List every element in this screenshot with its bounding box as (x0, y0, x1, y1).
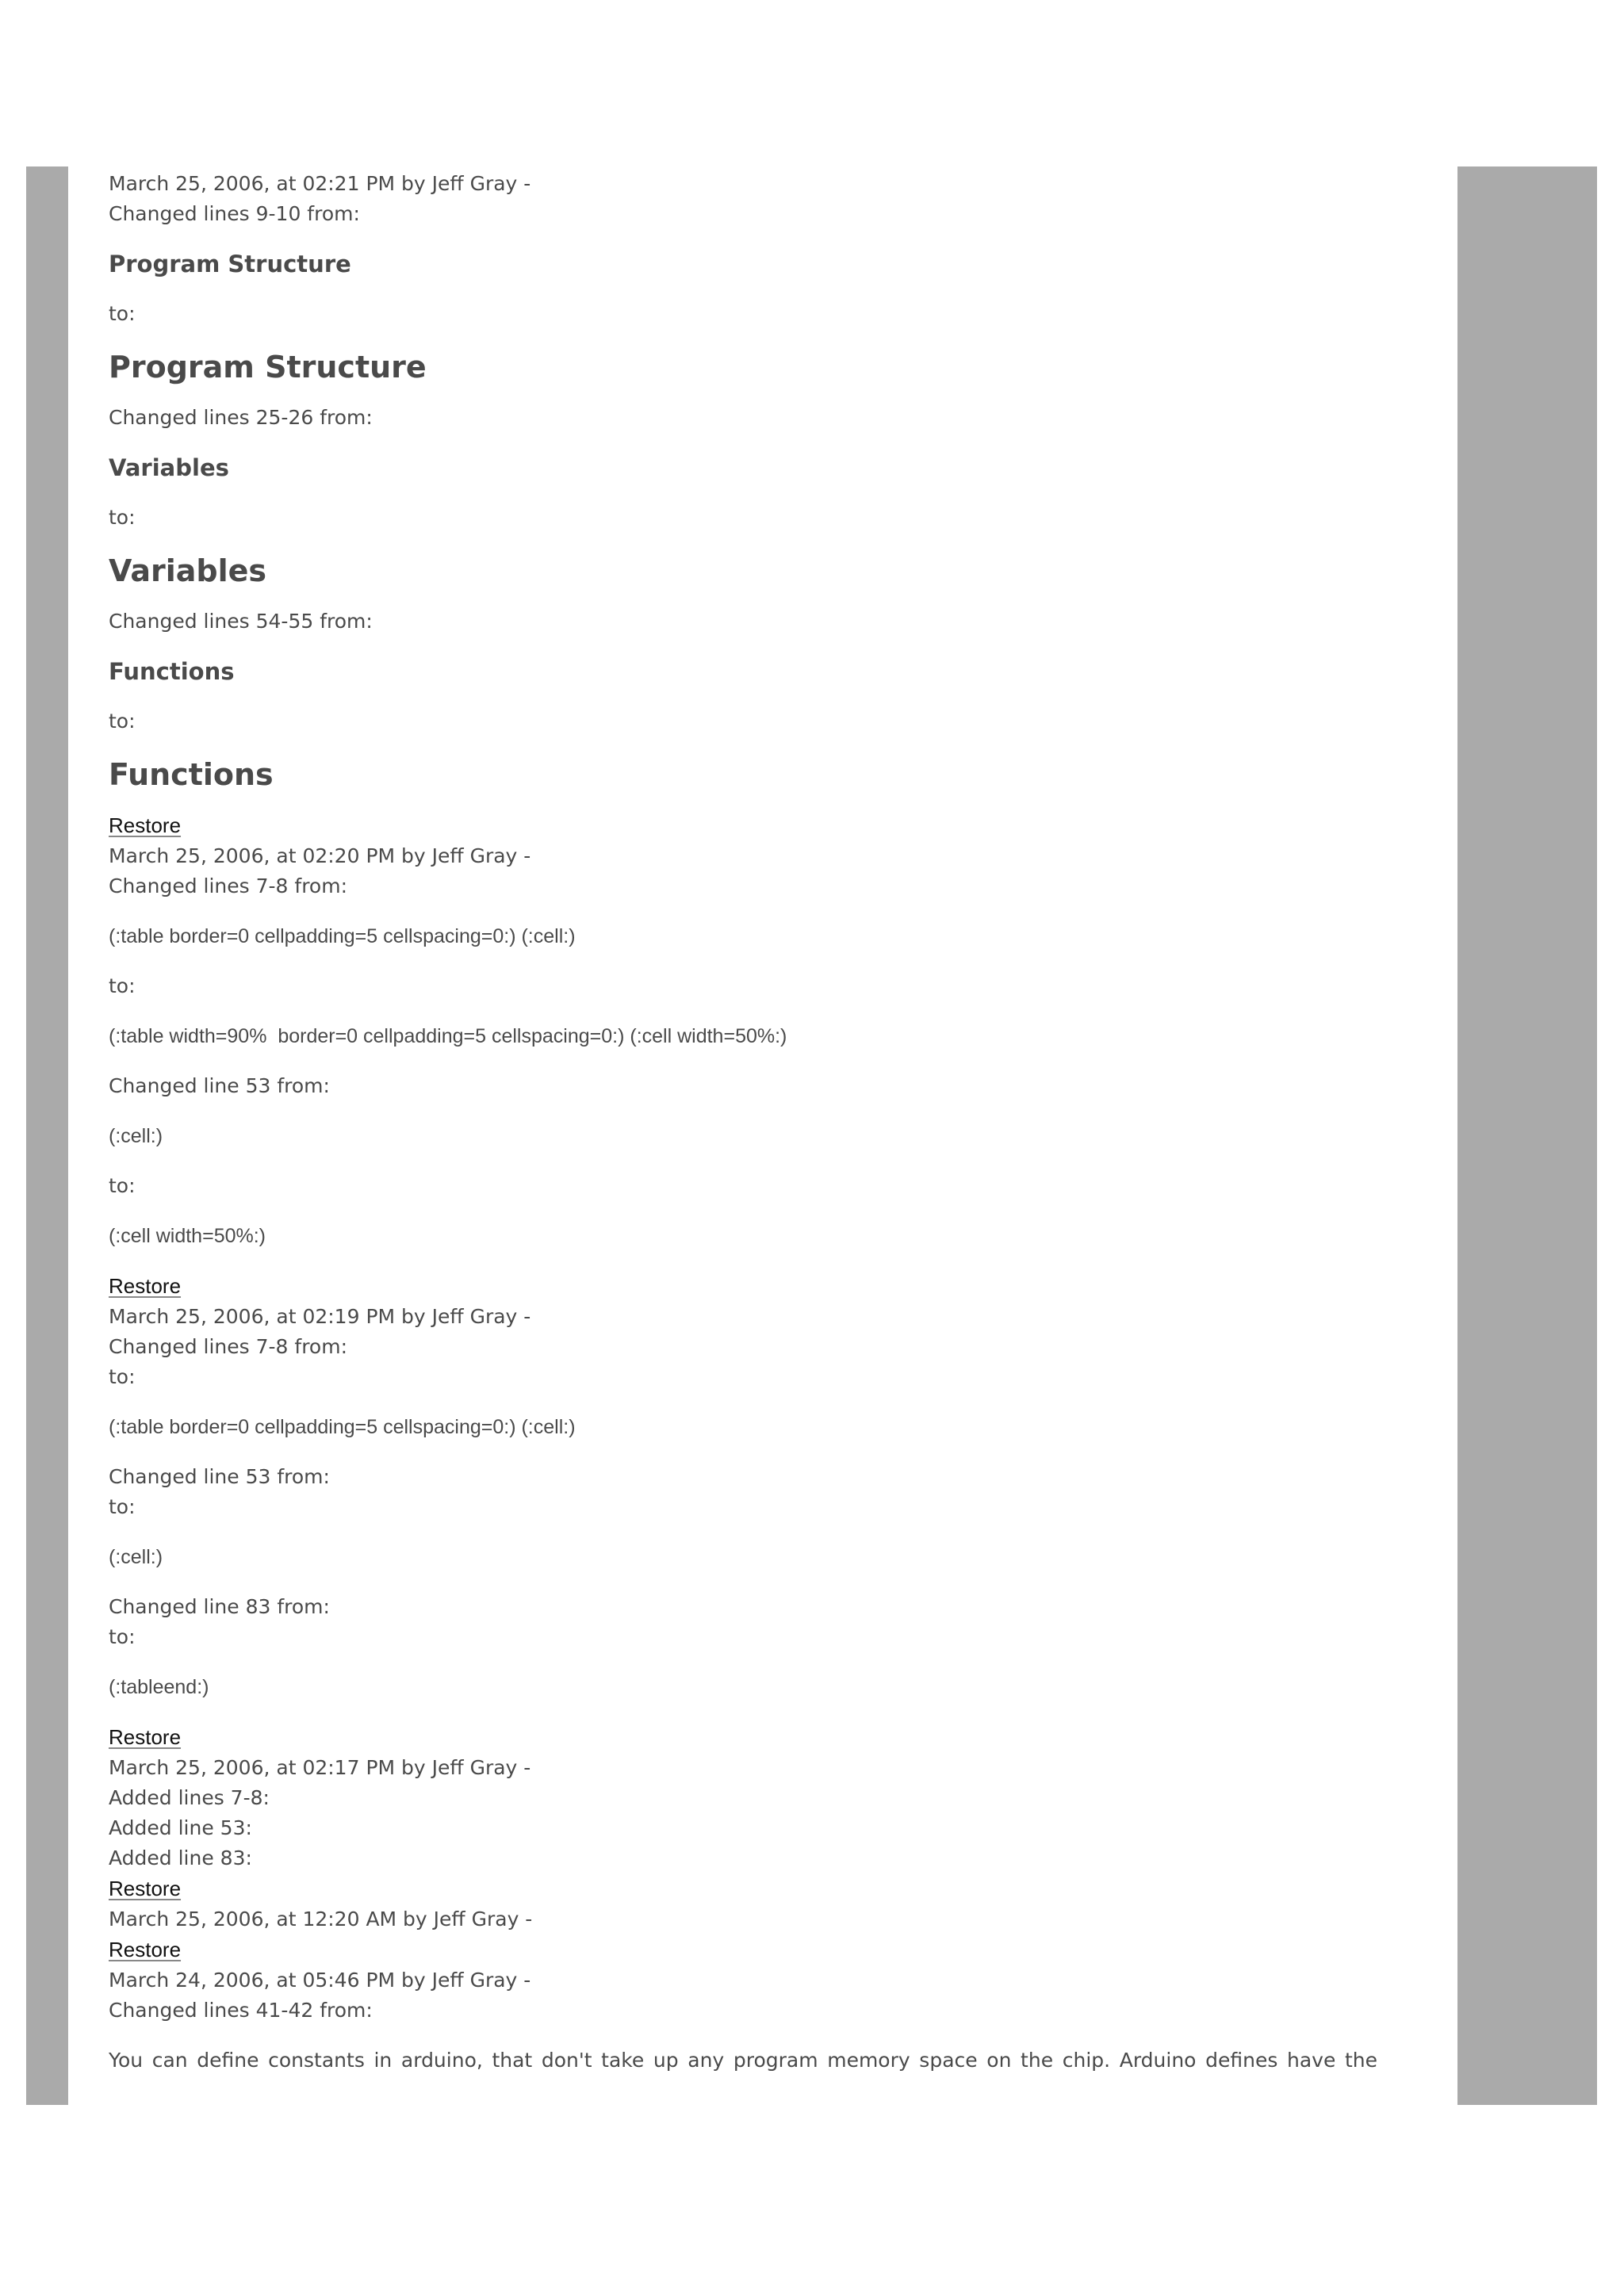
restore-link[interactable]: Restore (109, 1938, 182, 1961)
to-label: to: (109, 1625, 136, 1648)
history-entry (109, 1753, 1377, 1904)
history-entry (109, 1302, 1377, 1753)
change-description: Changed lines 25-26 from: (109, 406, 373, 429)
change-description: Changed line 83 from: (109, 1595, 330, 1618)
to-label: to: (109, 1174, 136, 1197)
added-description: Added line 83: (109, 1846, 252, 1869)
entry-header: March 25, 2006, at 02:21 PM by Jeff Gray - (109, 172, 531, 195)
entry-header: March 24, 2006, at 05:46 PM by Jeff Gray - (109, 1969, 531, 1992)
change-description: Changed lines 9-10 from: (109, 202, 360, 225)
to-label: to: (109, 1495, 136, 1518)
new-text: (:table width=90% border=0 cellpadding=5 cellspacing=0:) (:cell width=50%:) (109, 1025, 787, 1047)
to-label: to: (109, 506, 136, 529)
to-label: to: (109, 1365, 136, 1388)
history-entry (109, 1965, 1377, 2076)
to-label: to: (109, 974, 136, 997)
restore-link[interactable]: Restore (109, 1725, 182, 1749)
added-description: Added lines 7-8: (109, 1786, 270, 1809)
change-description: Changed line 53 from: (109, 1074, 330, 1097)
entry-header: March 25, 2006, at 02:17 PM by Jeff Gray - (109, 1756, 531, 1779)
change-description: Changed lines 41-42 from: (109, 1999, 373, 2022)
change-description: Changed lines 7-8 from: (109, 874, 348, 897)
old-text: (:table border=0 cellpadding=5 cellspacing=0:) (:cell:) (109, 925, 576, 947)
restore-link[interactable]: Restore (109, 1877, 182, 1900)
new-text: (:tableend:) (109, 1676, 209, 1698)
new-text: (:table border=0 cellpadding=5 cellspacing=0:) (:cell:) (109, 1416, 576, 1438)
history-entry (109, 1904, 1377, 1965)
change-description: Changed line 53 from: (109, 1465, 330, 1488)
to-label: to: (109, 302, 136, 325)
page-history-content (109, 169, 1377, 2076)
entry-header: March 25, 2006, at 02:20 PM by Jeff Gray - (109, 844, 531, 867)
new-heading: Program Structure (109, 350, 427, 385)
right-sidebar-bar (1457, 166, 1597, 2105)
new-text: (:cell:) (109, 1546, 163, 1568)
change-description: Changed lines 7-8 from: (109, 1335, 348, 1358)
history-entry (109, 169, 1377, 841)
old-heading: Functions (109, 658, 235, 685)
left-sidebar-bar (26, 166, 68, 2105)
new-heading: Functions (109, 757, 274, 792)
old-text: (:cell:) (109, 1125, 163, 1147)
old-heading: Program Structure (109, 251, 351, 277)
entry-header: March 25, 2006, at 02:19 PM by Jeff Gray - (109, 1305, 531, 1328)
new-heading: Variables (109, 553, 266, 588)
to-label: to: (109, 710, 136, 733)
history-entry (109, 841, 1377, 1302)
old-paragraph: You can define constants in arduino, that don't take up any program memory space on the chip. Arduino defines have the (109, 2049, 1377, 2072)
restore-link[interactable]: Restore (109, 1274, 182, 1298)
restore-link[interactable]: Restore (109, 813, 182, 837)
change-description: Changed lines 54-55 from: (109, 610, 373, 633)
entry-header: March 25, 2006, at 12:20 AM by Jeff Gray - (109, 1908, 533, 1931)
new-text: (:cell width=50%:) (109, 1225, 266, 1247)
old-heading: Variables (109, 454, 229, 481)
added-description: Added line 53: (109, 1816, 252, 1839)
